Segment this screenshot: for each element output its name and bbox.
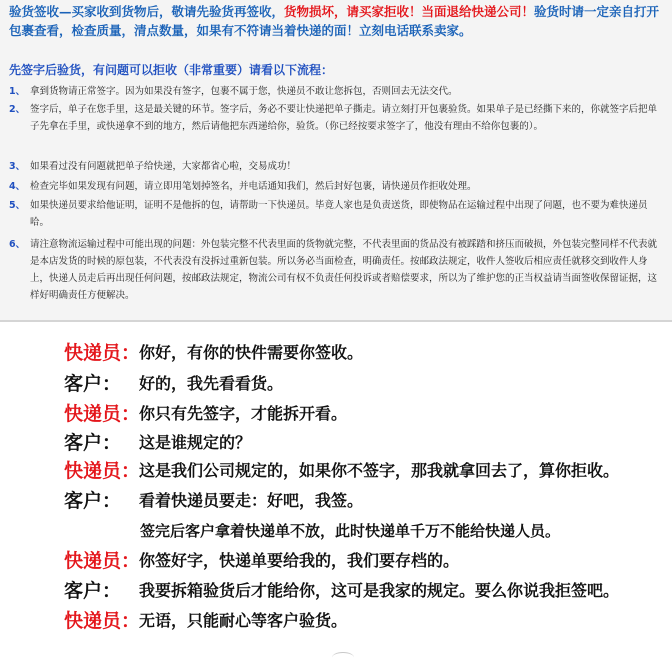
step-text: 请注意物流运输过程中可能出现的问题：外包装完整不代表里面的货物就完整，不代表里面的货品没有被踩踏和挤压而破损，外包装完整同样不代表就是本店发货的时候的原包装，不代表没有没拆过重新包装。所以务必当面检查，明确责任。按邮政法规定，收件人签收后相应责任就移交到收件人身上，快递人员走后再出现任何问题，按邮政法规定，物流公司有权不负责任何投诉或者赔偿要求，所以为了维护您的正当权益请当面签收保留证据，这样好明确责任方便解决。 bbox=[30, 239, 658, 301]
step-text: 检查完毕如果发现有问题，请立即用笔划掉签名，并电话通知我们，然后封好包裹，请快递员作拒收处理。 bbox=[30, 181, 477, 192]
dialogue-line bbox=[0, 399, 672, 429]
step-number: 6、 bbox=[9, 239, 26, 250]
dialogue-text: 你签好字，快递单要给我的，我们要存档的。 bbox=[139, 551, 460, 570]
step-number: 3、 bbox=[9, 161, 26, 172]
step-number: 4、 bbox=[9, 181, 26, 192]
dialogue-narration bbox=[0, 516, 672, 546]
speaker-label: 客户： bbox=[64, 580, 122, 602]
dialogue-line bbox=[0, 428, 672, 458]
dialogue-text: 我要拆箱验货后才能给你，这可是我家的规定。要么你说我拒签吧。 bbox=[139, 581, 620, 600]
dialogue-line bbox=[0, 338, 672, 368]
step-text: 如果看过没有问题就把单子给快递，大家都省心啦，交易成功！ bbox=[30, 161, 297, 172]
dialogue-text: 看着快递员要走：好吧，我签。 bbox=[139, 491, 364, 510]
dialogue-text: 好的，我先看看货。 bbox=[139, 374, 284, 393]
speaker-label: 快递员： bbox=[64, 610, 141, 632]
decorative-arc bbox=[332, 652, 354, 663]
step-number: 1、 bbox=[9, 86, 26, 97]
speaker-label: 快递员： bbox=[64, 403, 141, 425]
speaker-label: 快递员： bbox=[64, 342, 141, 364]
dialogue-line bbox=[0, 486, 672, 516]
dialogue-line bbox=[0, 369, 672, 399]
dialogue-line bbox=[0, 576, 672, 606]
dialogue-text: 这是谁规定的？ bbox=[139, 433, 252, 452]
dialogue-line bbox=[0, 546, 672, 576]
headline-notice bbox=[9, 2, 665, 40]
step-number: 5、 bbox=[9, 200, 26, 211]
instructions-panel bbox=[0, 0, 672, 320]
step-text: 如果快递员要求给他证明，证明不是他拆的包，请帮助一下快递员。毕竟人家也是负责送货，即使物品在运输过程中出现了问题，也不要为难快递员哈。 bbox=[30, 200, 648, 228]
dialogue-text: 这是我们公司规定的，如果你不签字，那我就拿回去了，算你拒收。 bbox=[139, 461, 620, 480]
headline-part-1: 验货签收—买家收到货物后，敬请先验货再签收， bbox=[9, 4, 285, 19]
narration-text: 签完后客户拿着快递单不放，此时快递单千万不能给快递人员。 bbox=[140, 522, 561, 540]
headline-part-3: 验货时请一定亲自打开包裹查看，检查质量，清点数量，如果有不符请当着快递的面！立刻电话联系卖家。 bbox=[9, 4, 660, 38]
step-number: 2、 bbox=[9, 104, 26, 115]
section-divider bbox=[0, 320, 672, 322]
speaker-label: 客户： bbox=[64, 432, 122, 454]
dialogue-text: 你只有先签字，才能拆开看。 bbox=[139, 404, 348, 423]
dialogue-text: 你好，有你的快件需要你签收。 bbox=[139, 343, 364, 362]
headline-part-2: 货物损坏，请买家拒收！当面退给快递公司！ bbox=[284, 4, 535, 19]
step-text: 签字后，单子在您手里，这是最关键的环节。签字后，务必不要让快递把单子撕走。请立刻打开包裹验货。如果单子是已经撕下来的，你就签字后把单子先拿在手里，或快递拿不到的地方，然后请他把东西递给你，验货。（你已经按要求签字了，他没有理由不给你包裹的）。 bbox=[30, 104, 658, 132]
dialogue-line bbox=[0, 456, 672, 486]
dialogue-line bbox=[0, 606, 672, 636]
process-subtitle: 先签字后验货，有问题可以拒收（非常重要）请看以下流程： bbox=[9, 63, 334, 77]
speaker-label: 客户： bbox=[64, 373, 122, 395]
step-text: 拿到货物请正常签字。因为如果没有签字，包裹不属于您，快递员不敢让您拆包，否则回去无法交代。 bbox=[30, 86, 458, 97]
speaker-label: 快递员： bbox=[64, 460, 141, 482]
speaker-label: 快递员： bbox=[64, 550, 141, 572]
speaker-label: 客户： bbox=[64, 490, 122, 512]
dialogue-text: 无语，只能耐心等客户验货。 bbox=[139, 611, 348, 630]
